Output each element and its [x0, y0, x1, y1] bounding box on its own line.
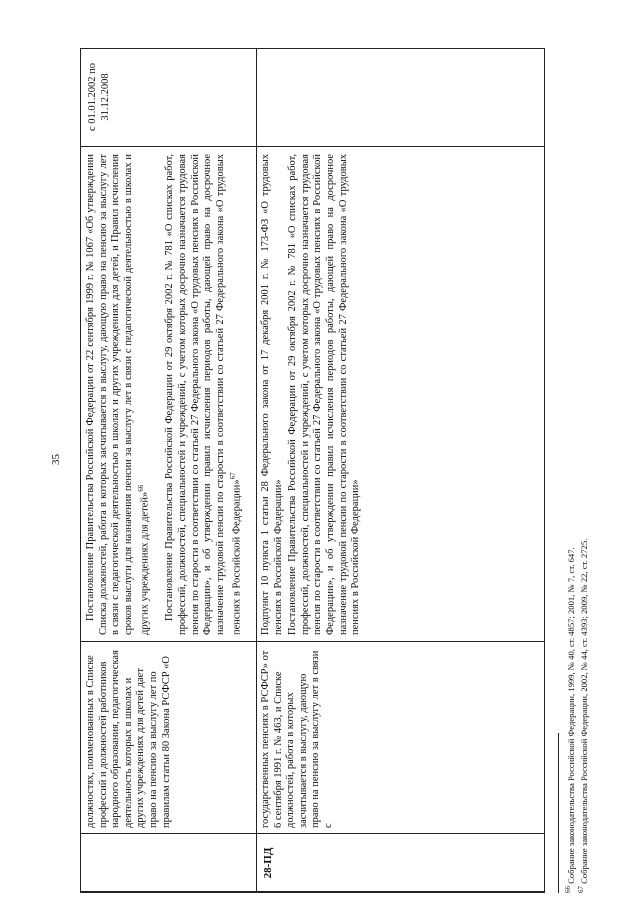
table-row-1-doc-1-text: Постановление Правительства Российской Федерации от 22 сентября 1999 г. № 1067 «Об утверждении Списка должностей, работа в которых засчитывается в выслугу, дающую право на пенсию за выслугу лет в связи с педагогической деятельностью в школах и других учреждениях для детей, и Правил исчисления сроков выслуги для назначения пенсии за выслугу лет в связи с педагогической деятельностью в школах и других учреждениях для детей»: [85, 154, 151, 635]
table-row-1-documents: [81, 147, 256, 642]
footnote-66-mark: 66: [564, 886, 572, 893]
table-row-2-doc-1: Подпункт 10 пункта 1 статьи 28 Федерального закона от 17 декабря 2001 г. № 173-ФЗ «О трудовых пенсиях в Российской Федерации»: [260, 154, 284, 635]
footnote-67-text: Собрание законодательства Российской Федерации, 2002, № 44, ст. 4393; 2009, № 22, ст. 2725.: [578, 538, 589, 884]
table-row-2-documents: [256, 147, 546, 642]
table-row-1-doc-2-text: Постановление Правительства Российской Федерации от 29 октября 2002 г. № 781 «О списках работ, профессий, должностей, специальностей и учреждений, с учетом которых досрочно назначается трудовая пенсия по старости в соответствии со статьей 27 Федерального закона «О трудовых пенсиях в Российской Федерации», и об утверждении правил исчисления периодов работы, дающей право на досрочное назначение трудовой пенсии по старости в соответствии со статьей 27 Федерального закона «О трудовых пенсиях в Российской Федерации»: [164, 154, 243, 635]
footnote-ref-67: 67: [229, 472, 238, 480]
footnote-66: [563, 293, 576, 893]
footnote-66-text: Собрание законодательства Российской Федерации, 1999, № 40, ст. 4857; 2001, № 7, ст. 647.: [565, 547, 576, 884]
pension-periods-table: [80, 48, 545, 893]
table-row-1-doc-2: [164, 154, 244, 635]
table-row-2-period: [256, 47, 546, 147]
footnotes: [558, 293, 589, 893]
table-row-2-code: 28-ПД: [262, 847, 274, 879]
table-row-1-period: с 01.01.2002 по 31.12.2008: [87, 62, 111, 132]
table-row-1-code: [81, 834, 256, 892]
page-number: 35: [50, 454, 62, 465]
table-row-2-position: государственных пенсиях в РСФСР» от 6 сентября 1991 г. № 463, и Списке должностей, работа в которых засчитывается в выслугу, дающую право на пенсию за выслугу лет в связи с: [260, 650, 334, 828]
footnote-rule: [558, 733, 559, 893]
table-row-2-doc-2: Постановление Правительства Российской Федерации от 29 октября 2002 г. № 781 «О списках работ, профессий, должностей, специальностей и учреждений, с учетом которых досрочно назначается трудовая пенсия по старости в соответствии со статьей 27 Федерального закона «О трудовых пенсиях в Российской Федерации», и об утверждении правил исчисления периодов работы, дающей право на досрочное назначение трудовой пенсии по старости в соответствии со статьей 27 Федерального закона «О трудовых пенсиях в Российской Федерации»: [287, 154, 362, 635]
footnote-ref-66: 66: [137, 484, 146, 492]
table-row-1-doc-1: [85, 154, 152, 635]
footnote-67: [576, 293, 589, 893]
table-row-1-position: должностях, поименованных в Списке профессий и должностей работников народного образования, педагогическая деятельность которых в школах и других учреждениях для детей дает право на пенсию за выслугу лет по правилам статьи 80 Закона РСФСР «О: [85, 650, 172, 828]
footnote-67-mark: 67: [577, 886, 586, 893]
